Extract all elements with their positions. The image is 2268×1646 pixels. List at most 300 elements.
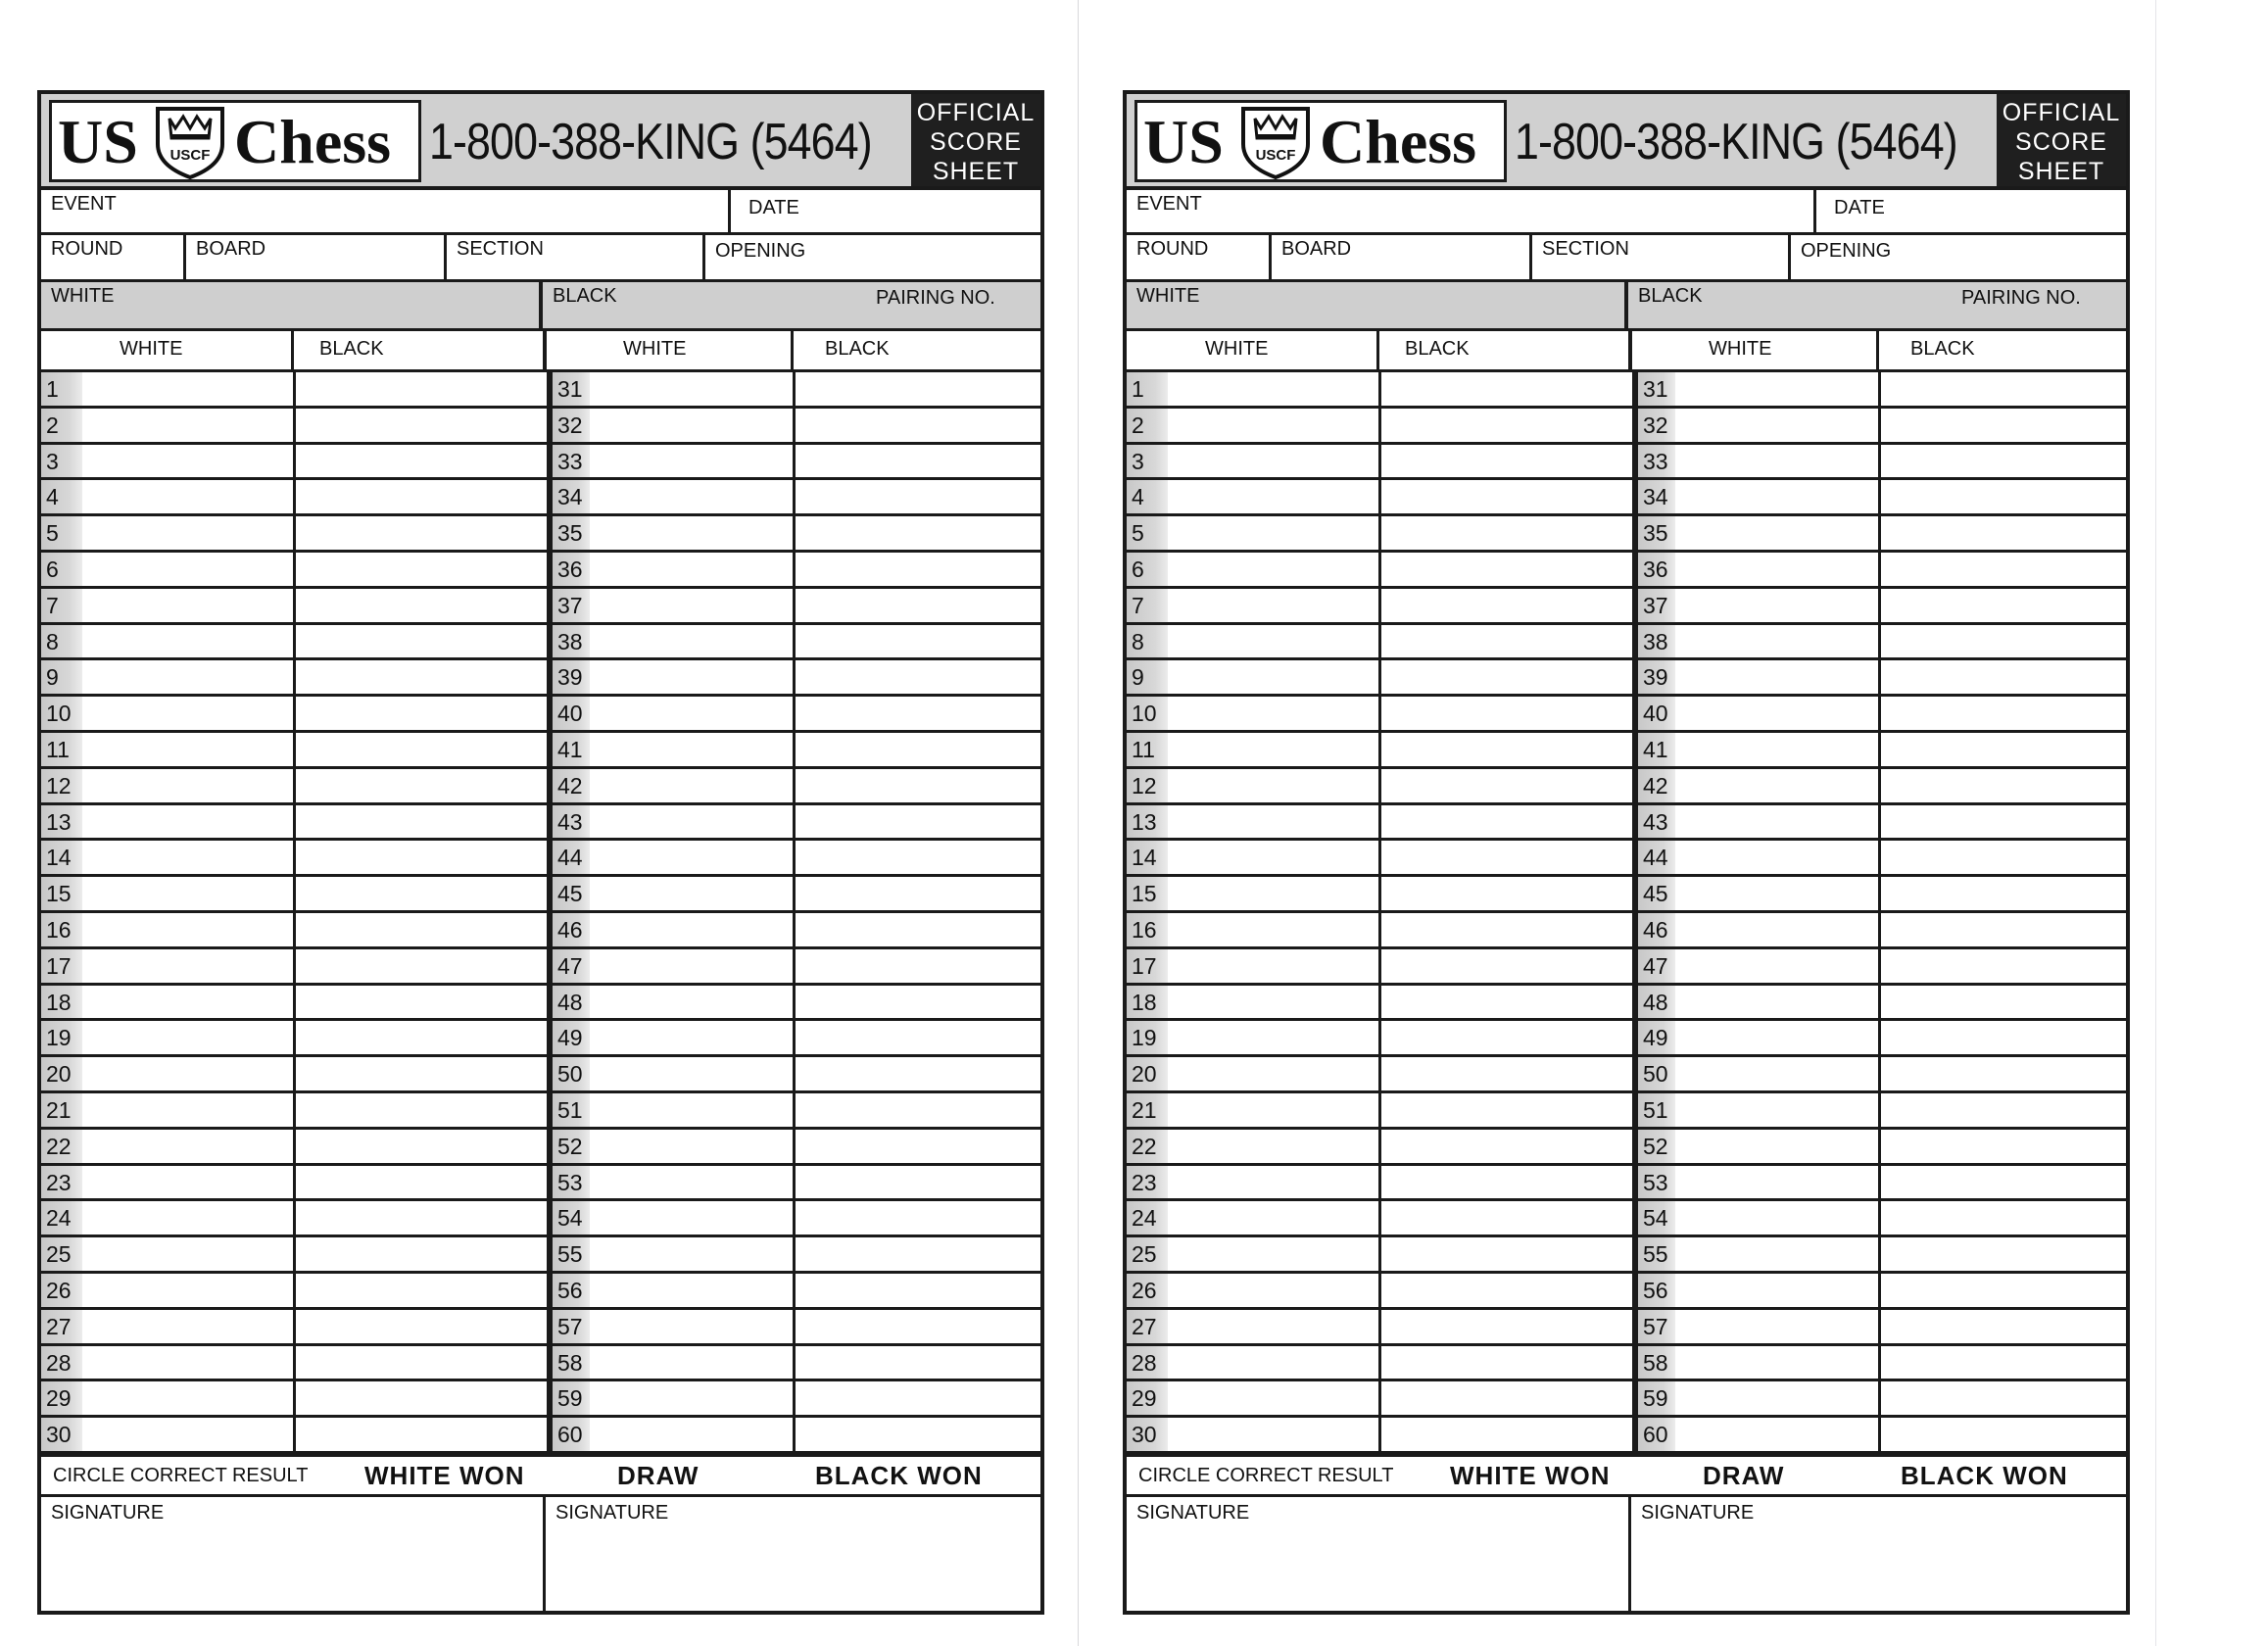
- white-move-cell[interactable]: [547, 805, 794, 839]
- white-move-cell[interactable]: [547, 1274, 794, 1307]
- black-move-cell[interactable]: [294, 733, 547, 766]
- move-row: [41, 733, 1040, 769]
- black-player-field[interactable]: [1628, 282, 2126, 328]
- white-move-cell[interactable]: [41, 372, 294, 406]
- white-move-cell[interactable]: [547, 913, 794, 946]
- black-move-cell[interactable]: [794, 986, 1040, 1019]
- white-move-cell[interactable]: [1127, 1057, 1379, 1090]
- move-number: 27: [1127, 1310, 1168, 1343]
- white-move-cell[interactable]: [547, 1346, 794, 1380]
- black-move-cell[interactable]: [1879, 1093, 2126, 1127]
- white-move-cell[interactable]: [547, 1057, 794, 1090]
- black-move-cell[interactable]: [294, 409, 547, 442]
- black-move-cell[interactable]: [794, 1310, 1040, 1343]
- black-move-cell[interactable]: [794, 516, 1040, 550]
- white-move-cell[interactable]: [547, 1237, 794, 1271]
- white-move-cell[interactable]: [41, 913, 294, 946]
- white-move-cell[interactable]: [41, 841, 294, 874]
- black-move-cell[interactable]: [794, 409, 1040, 442]
- white-move-cell[interactable]: [1632, 1201, 1879, 1234]
- event-field[interactable]: [41, 190, 731, 232]
- black-move-cell[interactable]: [294, 697, 547, 730]
- white-move-cell[interactable]: [1632, 1310, 1879, 1343]
- white-move-cell[interactable]: [547, 1381, 794, 1415]
- white-move-cell[interactable]: [1127, 1237, 1379, 1271]
- black-move-cell[interactable]: [1379, 733, 1632, 766]
- white-move-cell[interactable]: [41, 1237, 294, 1271]
- section-field[interactable]: [447, 235, 705, 279]
- black-move-cell[interactable]: [1879, 445, 2126, 478]
- move-row: [1127, 1274, 2126, 1310]
- white-move-cell[interactable]: [41, 445, 294, 478]
- white-move-cell[interactable]: [1632, 913, 1879, 946]
- col-black-2: [1879, 331, 2126, 369]
- black-move-cell[interactable]: [294, 1237, 547, 1271]
- white-move-cell[interactable]: [41, 1021, 294, 1054]
- black-move-cell[interactable]: [1379, 769, 1632, 802]
- black-move-cell[interactable]: [294, 516, 547, 550]
- black-move-cell[interactable]: [794, 733, 1040, 766]
- black-move-cell[interactable]: [1879, 1310, 2126, 1343]
- black-move-cell[interactable]: [294, 1093, 547, 1127]
- white-move-cell[interactable]: [41, 1130, 294, 1163]
- black-move-cell[interactable]: [1379, 986, 1632, 1019]
- black-move-cell[interactable]: [794, 913, 1040, 946]
- black-move-cell[interactable]: [1379, 625, 1632, 658]
- white-move-cell[interactable]: [1127, 1021, 1379, 1054]
- black-move-cell[interactable]: [794, 1274, 1040, 1307]
- black-move-cell[interactable]: [794, 1093, 1040, 1127]
- white-move-cell[interactable]: [1632, 1130, 1879, 1163]
- white-move-cell[interactable]: [1127, 1166, 1379, 1199]
- white-move-cell[interactable]: [1127, 913, 1379, 946]
- white-move-cell[interactable]: [547, 480, 794, 513]
- white-move-cell[interactable]: [1127, 480, 1379, 513]
- white-move-cell[interactable]: [1632, 1418, 1879, 1451]
- black-move-cell[interactable]: [1879, 660, 2126, 694]
- move-number: 3: [1127, 445, 1168, 478]
- black-move-cell[interactable]: [1879, 1057, 2126, 1090]
- black-move-cell[interactable]: [1879, 480, 2126, 513]
- white-move-cell[interactable]: [1127, 516, 1379, 550]
- black-move-cell[interactable]: [794, 1346, 1040, 1380]
- move-number: 11: [41, 733, 82, 766]
- black-move-cell[interactable]: [1379, 1057, 1632, 1090]
- black-move-cell[interactable]: [1379, 877, 1632, 910]
- black-move-cell[interactable]: [1879, 516, 2126, 550]
- official-line-3: SHEET: [2017, 158, 2105, 185]
- black-move-cell[interactable]: [1879, 625, 2126, 658]
- move-number: 3: [41, 445, 82, 478]
- white-move-cell[interactable]: [547, 1021, 794, 1054]
- white-move-cell[interactable]: [41, 589, 294, 622]
- black-move-cell[interactable]: [1879, 1237, 2126, 1271]
- white-move-cell[interactable]: [41, 1274, 294, 1307]
- black-move-cell[interactable]: [1879, 697, 2126, 730]
- white-move-cell[interactable]: [1632, 1237, 1879, 1271]
- move-row: [41, 1201, 1040, 1237]
- white-move-cell[interactable]: [1632, 660, 1879, 694]
- white-move-cell[interactable]: [1127, 589, 1379, 622]
- white-move-cell[interactable]: [547, 1130, 794, 1163]
- white-signature-field[interactable]: [41, 1497, 546, 1611]
- black-move-cell[interactable]: [1379, 1381, 1632, 1415]
- white-move-cell[interactable]: [41, 1346, 294, 1380]
- black-move-cell[interactable]: [1879, 841, 2126, 874]
- white-move-cell[interactable]: [41, 697, 294, 730]
- move-number: 59: [547, 1381, 590, 1415]
- black-move-cell[interactable]: [294, 841, 547, 874]
- white-move-cell[interactable]: [1632, 877, 1879, 910]
- white-move-cell[interactable]: [1632, 1346, 1879, 1380]
- black-move-cell[interactable]: [1379, 1274, 1632, 1307]
- white-move-cell[interactable]: [1632, 733, 1879, 766]
- white-move-cell[interactable]: [41, 986, 294, 1019]
- round-field[interactable]: [1127, 235, 1272, 279]
- white-player-field[interactable]: [41, 282, 543, 328]
- black-move-cell[interactable]: [294, 1418, 547, 1451]
- round-field[interactable]: [41, 235, 186, 279]
- white-move-cell[interactable]: [1127, 1274, 1379, 1307]
- white-move-cell[interactable]: [1632, 1021, 1879, 1054]
- black-move-cell[interactable]: [294, 913, 547, 946]
- black-move-cell[interactable]: [1379, 1130, 1632, 1163]
- white-move-cell[interactable]: [1632, 769, 1879, 802]
- column-divider: [293, 372, 296, 1454]
- black-move-cell[interactable]: [1379, 1201, 1632, 1234]
- black-signature-field[interactable]: [1631, 1497, 2126, 1611]
- white-move-cell[interactable]: [41, 1418, 294, 1451]
- white-move-cell[interactable]: [41, 516, 294, 550]
- black-won-option[interactable]: BLACK WON: [815, 1461, 983, 1490]
- white-move-cell[interactable]: [1632, 1093, 1879, 1127]
- black-move-cell[interactable]: [794, 625, 1040, 658]
- black-move-cell[interactable]: [294, 877, 547, 910]
- black-move-cell[interactable]: [294, 1346, 547, 1380]
- black-move-cell[interactable]: [794, 769, 1040, 802]
- white-move-cell[interactable]: [41, 660, 294, 694]
- white-move-cell[interactable]: [41, 1166, 294, 1199]
- black-move-cell[interactable]: [294, 1201, 547, 1234]
- white-move-cell[interactable]: [1127, 841, 1379, 874]
- black-move-cell[interactable]: [1379, 697, 1632, 730]
- white-move-cell[interactable]: [547, 949, 794, 983]
- white-move-cell[interactable]: [1127, 986, 1379, 1019]
- white-move-cell[interactable]: [41, 1381, 294, 1415]
- black-move-cell[interactable]: [794, 1237, 1040, 1271]
- black-move-cell[interactable]: [294, 769, 547, 802]
- white-signature-field[interactable]: [1127, 1497, 1631, 1611]
- black-move-cell[interactable]: [294, 1310, 547, 1343]
- white-move-cell[interactable]: [41, 769, 294, 802]
- board-field[interactable]: [186, 235, 447, 279]
- black-move-cell[interactable]: [1379, 660, 1632, 694]
- black-move-cell[interactable]: [1879, 1021, 2126, 1054]
- black-move-cell[interactable]: [294, 986, 547, 1019]
- white-move-cell[interactable]: [41, 1310, 294, 1343]
- white-move-cell[interactable]: [1632, 480, 1879, 513]
- black-move-cell[interactable]: [1879, 949, 2126, 983]
- move-row: [41, 769, 1040, 805]
- black-move-cell[interactable]: [1379, 1021, 1632, 1054]
- black-won-option[interactable]: BLACK WON: [1901, 1461, 2068, 1490]
- white-move-cell[interactable]: [1632, 1381, 1879, 1415]
- black-move-cell[interactable]: [294, 1130, 547, 1163]
- column-divider: [1878, 372, 1881, 1454]
- black-move-cell[interactable]: [1379, 1418, 1632, 1451]
- white-move-cell[interactable]: [41, 949, 294, 983]
- move-row: [1127, 1418, 2126, 1454]
- black-move-cell[interactable]: [1879, 877, 2126, 910]
- white-move-cell[interactable]: [1632, 1166, 1879, 1199]
- white-move-cell[interactable]: [1632, 697, 1879, 730]
- white-move-cell[interactable]: [547, 986, 794, 1019]
- black-move-cell[interactable]: [1379, 372, 1632, 406]
- black-move-cell[interactable]: [1879, 1381, 2126, 1415]
- black-move-cell[interactable]: [1379, 480, 1632, 513]
- black-move-cell[interactable]: [794, 1021, 1040, 1054]
- white-move-cell[interactable]: [547, 409, 794, 442]
- white-move-cell[interactable]: [1632, 516, 1879, 550]
- white-move-cell[interactable]: [1127, 372, 1379, 406]
- black-move-cell[interactable]: [794, 553, 1040, 586]
- white-move-cell[interactable]: [1632, 589, 1879, 622]
- white-move-cell[interactable]: [1127, 445, 1379, 478]
- white-move-cell[interactable]: [1127, 1093, 1379, 1127]
- white-move-cell[interactable]: [1632, 1057, 1879, 1090]
- black-move-cell[interactable]: [1879, 913, 2126, 946]
- white-move-cell[interactable]: [547, 516, 794, 550]
- opening-field[interactable]: [705, 235, 1040, 279]
- move-number: 35: [1632, 516, 1675, 550]
- black-move-cell[interactable]: [294, 372, 547, 406]
- white-move-cell[interactable]: [547, 697, 794, 730]
- signature-label: SIGNATURE: [51, 1502, 165, 1524]
- move-column-headers: [1127, 331, 2126, 372]
- white-move-cell[interactable]: [547, 660, 794, 694]
- white-move-cell[interactable]: [1632, 409, 1879, 442]
- black-move-cell[interactable]: [1379, 516, 1632, 550]
- black-signature-field[interactable]: [546, 1497, 1040, 1611]
- move-number: 15: [41, 877, 82, 910]
- black-move-cell[interactable]: [794, 372, 1040, 406]
- white-move-cell[interactable]: [1632, 986, 1879, 1019]
- black-move-cell[interactable]: [794, 1201, 1040, 1234]
- white-move-cell[interactable]: [1127, 733, 1379, 766]
- white-move-cell[interactable]: [41, 1093, 294, 1127]
- move-row: [1127, 1310, 2126, 1346]
- white-move-cell[interactable]: [1127, 1418, 1379, 1451]
- black-move-cell[interactable]: [1379, 949, 1632, 983]
- white-move-cell[interactable]: [41, 733, 294, 766]
- move-number: 60: [547, 1418, 590, 1451]
- black-move-cell[interactable]: [1879, 1274, 2126, 1307]
- move-number: 17: [41, 949, 82, 983]
- white-move-cell[interactable]: [41, 553, 294, 586]
- black-player-field[interactable]: [543, 282, 1040, 328]
- black-move-cell[interactable]: [794, 1381, 1040, 1415]
- white-move-cell[interactable]: [547, 1418, 794, 1451]
- black-move-cell[interactable]: [1379, 1310, 1632, 1343]
- white-move-cell[interactable]: [41, 805, 294, 839]
- black-move-cell[interactable]: [294, 660, 547, 694]
- white-move-cell[interactable]: [41, 625, 294, 658]
- white-move-cell[interactable]: [1632, 1274, 1879, 1307]
- white-move-cell[interactable]: [547, 877, 794, 910]
- move-row: [41, 877, 1040, 913]
- white-move-cell[interactable]: [1632, 553, 1879, 586]
- black-move-cell[interactable]: [294, 949, 547, 983]
- black-move-cell[interactable]: [1379, 409, 1632, 442]
- black-move-cell[interactable]: [294, 1021, 547, 1054]
- white-move-cell[interactable]: [41, 480, 294, 513]
- white-move-cell[interactable]: [547, 553, 794, 586]
- black-move-cell[interactable]: [794, 949, 1040, 983]
- move-number: 4: [41, 480, 82, 513]
- black-move-cell[interactable]: [294, 480, 547, 513]
- black-move-cell[interactable]: [794, 1057, 1040, 1090]
- white-move-cell[interactable]: [41, 1057, 294, 1090]
- page-fold-line: [1078, 0, 1079, 1646]
- board-field[interactable]: [1272, 235, 1532, 279]
- black-move-cell[interactable]: [1379, 1166, 1632, 1199]
- black-move-cell[interactable]: [294, 1057, 547, 1090]
- move-number: 14: [1127, 841, 1168, 874]
- black-move-cell[interactable]: [1379, 1093, 1632, 1127]
- opening-field[interactable]: [1791, 235, 2126, 279]
- white-move-cell[interactable]: [1127, 1201, 1379, 1234]
- event-field[interactable]: [1127, 190, 1816, 232]
- black-move-cell[interactable]: [1879, 733, 2126, 766]
- draw-option[interactable]: DRAW: [1703, 1461, 1785, 1490]
- white-move-cell[interactable]: [547, 589, 794, 622]
- white-move-cell[interactable]: [1632, 805, 1879, 839]
- black-move-cell[interactable]: [794, 1418, 1040, 1451]
- black-move-cell[interactable]: [794, 660, 1040, 694]
- black-move-cell[interactable]: [794, 697, 1040, 730]
- black-move-cell[interactable]: [1879, 769, 2126, 802]
- black-move-cell[interactable]: [294, 1166, 547, 1199]
- white-move-cell[interactable]: [41, 1201, 294, 1234]
- white-move-cell[interactable]: [41, 409, 294, 442]
- black-move-cell[interactable]: [294, 553, 547, 586]
- black-move-cell[interactable]: [294, 1381, 547, 1415]
- white-move-cell[interactable]: [547, 769, 794, 802]
- circle-result-label: CIRCLE CORRECT RESULT: [53, 1465, 309, 1486]
- black-move-cell[interactable]: [294, 1274, 547, 1307]
- black-move-cell[interactable]: [794, 841, 1040, 874]
- white-move-cell[interactable]: [547, 1310, 794, 1343]
- black-move-cell[interactable]: [1379, 553, 1632, 586]
- black-move-cell[interactable]: [1879, 1346, 2126, 1380]
- white-move-cell[interactable]: [1127, 805, 1379, 839]
- black-move-cell[interactable]: [794, 445, 1040, 478]
- black-move-cell[interactable]: [294, 589, 547, 622]
- white-move-cell[interactable]: [1127, 1310, 1379, 1343]
- black-move-cell[interactable]: [1879, 805, 2126, 839]
- black-move-cell[interactable]: [794, 877, 1040, 910]
- black-move-cell[interactable]: [1879, 1166, 2126, 1199]
- black-move-cell[interactable]: [1879, 589, 2126, 622]
- white-move-cell[interactable]: [1127, 949, 1379, 983]
- black-move-cell[interactable]: [1879, 372, 2126, 406]
- white-move-cell[interactable]: [547, 372, 794, 406]
- white-move-cell[interactable]: [1632, 445, 1879, 478]
- date-field[interactable]: [731, 190, 1040, 232]
- black-move-cell[interactable]: [1379, 913, 1632, 946]
- move-row: [1127, 409, 2126, 445]
- white-won-option[interactable]: WHITE WON: [1450, 1461, 1611, 1490]
- white-move-cell[interactable]: [547, 841, 794, 874]
- black-move-cell[interactable]: [1379, 589, 1632, 622]
- white-move-cell[interactable]: [1127, 697, 1379, 730]
- black-move-cell[interactable]: [1879, 409, 2126, 442]
- white-move-cell[interactable]: [1127, 1381, 1379, 1415]
- black-move-cell[interactable]: [794, 805, 1040, 839]
- black-move-cell[interactable]: [1379, 445, 1632, 478]
- white-move-cell[interactable]: [1127, 660, 1379, 694]
- white-move-cell[interactable]: [547, 1166, 794, 1199]
- black-move-cell[interactable]: [294, 625, 547, 658]
- white-move-cell[interactable]: [1632, 841, 1879, 874]
- white-won-option[interactable]: WHITE WON: [364, 1461, 525, 1490]
- black-move-cell[interactable]: [1379, 805, 1632, 839]
- white-player-field[interactable]: [1127, 282, 1628, 328]
- move-number: 58: [547, 1346, 590, 1380]
- white-move-cell[interactable]: [1127, 1130, 1379, 1163]
- black-move-cell[interactable]: [1879, 1201, 2126, 1234]
- white-move-cell[interactable]: [1127, 877, 1379, 910]
- black-move-cell[interactable]: [794, 480, 1040, 513]
- white-move-cell[interactable]: [547, 733, 794, 766]
- black-move-cell[interactable]: [794, 1166, 1040, 1199]
- black-move-cell[interactable]: [794, 1130, 1040, 1163]
- move-number: 55: [1632, 1237, 1675, 1271]
- white-move-cell[interactable]: [1127, 769, 1379, 802]
- move-number: 18: [1127, 986, 1168, 1019]
- white-move-cell[interactable]: [547, 625, 794, 658]
- black-move-cell[interactable]: [794, 589, 1040, 622]
- white-move-cell[interactable]: [1632, 949, 1879, 983]
- white-move-cell[interactable]: [1127, 553, 1379, 586]
- black-move-cell[interactable]: [1379, 1346, 1632, 1380]
- section-field[interactable]: [1532, 235, 1791, 279]
- black-move-cell[interactable]: [1379, 1237, 1632, 1271]
- white-move-cell[interactable]: [547, 445, 794, 478]
- section-label: SECTION: [457, 238, 544, 260]
- black-move-cell[interactable]: [1879, 553, 2126, 586]
- date-field[interactable]: [1816, 190, 2126, 232]
- move-number: 10: [41, 697, 82, 730]
- white-move-cell[interactable]: [1127, 1346, 1379, 1380]
- col-black-label: BLACK: [1910, 338, 1975, 360]
- black-move-cell[interactable]: [294, 805, 547, 839]
- black-move-cell[interactable]: [294, 445, 547, 478]
- black-move-cell[interactable]: [1879, 1130, 2126, 1163]
- draw-option[interactable]: DRAW: [617, 1461, 700, 1490]
- black-move-cell[interactable]: [1879, 1418, 2126, 1451]
- black-move-cell[interactable]: [1379, 841, 1632, 874]
- white-move-cell[interactable]: [1127, 625, 1379, 658]
- white-move-cell[interactable]: [1632, 625, 1879, 658]
- black-move-cell[interactable]: [1879, 986, 2126, 1019]
- white-move-cell[interactable]: [1632, 372, 1879, 406]
- move-row: [41, 445, 1040, 481]
- white-move-cell[interactable]: [547, 1201, 794, 1234]
- white-move-cell[interactable]: [1127, 409, 1379, 442]
- white-move-cell[interactable]: [41, 877, 294, 910]
- white-move-cell[interactable]: [547, 1093, 794, 1127]
